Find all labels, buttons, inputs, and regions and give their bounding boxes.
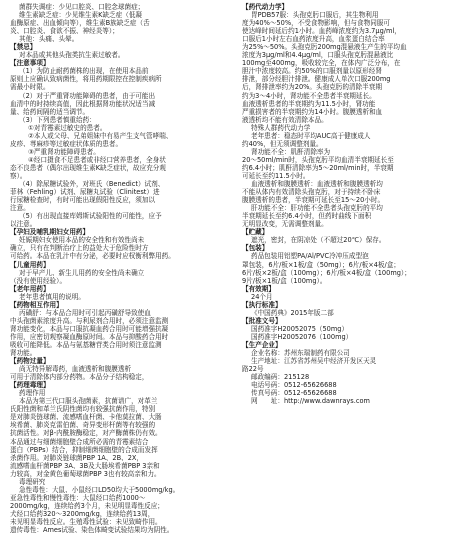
text-line: 罩包装，6片/板×1板/盒（50mg）；6片/板×4板/盒； (242, 260, 400, 269)
text-line: 埃希菌、肺炎克雷伯菌、奇异变形杆菌等有较强的 (10, 421, 156, 430)
text-line: 肝功能不全：肝功能不全患者头孢克肟的平均 (251, 204, 383, 213)
text-line: 传真号码：0512-65626688 (251, 389, 337, 398)
text-line: 约40%，但无须调整剂量。 (242, 139, 323, 148)
text-line: 犬经口给药320～3200mg/kg，连续给药13周， (10, 509, 155, 518)
text-line: 网 址：http://www.dawnrays.com (251, 397, 370, 406)
text-line: 本品为第三代口服头孢菌素，抗菌谱广，对革兰 (19, 397, 158, 406)
text-line: 老年患者：稳态时平均AUC高于健康成人 (251, 131, 371, 140)
section-heading: 【包装】 (242, 244, 269, 253)
text-line: 胆汁中浓度较高。约50%的口服剂量以原形经肾 (242, 67, 382, 76)
section-heading: 【生产企业】 (242, 340, 282, 349)
text-line: 无明显改变，无需调整剂量。 (242, 220, 328, 229)
text-line: 菲林（Fehling）试剂、尿糖丸试验（Clinitest）进 (10, 188, 160, 197)
text-line: 血液透析和腹膜透析：血液透析和腹膜透析均 (251, 180, 383, 189)
text-line: 电话号码：0512-65626688 (251, 381, 337, 390)
text-line: 急性毒性：大鼠、小鼠经口LD50均大于5000mg/kg。 (19, 485, 180, 494)
section-heading: 【药物过量】 (10, 357, 50, 366)
text-line: 约为3～4小时，肾功能不全患者半衰期延长。 (242, 91, 376, 100)
text-line: 路22号 (242, 365, 264, 374)
section-heading: 【孕妇及哺乳期妇女用药】 (10, 228, 90, 237)
text-line: 生产地址：江苏省苏州吴中经济开发区天灵 (251, 357, 377, 366)
text-line: 9片/板×1板/盒（100mg）。 (242, 276, 327, 285)
text-line: 血清中的时持续高值，因此根据肾功能状况适当减 (10, 99, 156, 108)
text-line: 注意。 (10, 204, 30, 213)
text-line: 企业名称：苏州东瑞制药有限公司 (251, 349, 350, 358)
text-line: （没有使用经验）。 (10, 276, 67, 285)
text-line: 特殊人群药代动力学 (251, 123, 311, 132)
text-line: （2）对于严重肾功能障碍的患者，由于可能出 (19, 91, 156, 100)
text-line: 对本品或其他头孢类抗生素过敏者。 (19, 51, 125, 60)
section-heading: 【药物相互作用】 (10, 300, 63, 309)
text-line: 液透析均不能有效清除本品。 (242, 115, 328, 124)
text-line: 原则上应确认致病菌性，将用药期限控在控制疾病所 (10, 75, 162, 84)
left-column (10, 3, 234, 534)
section-heading: 【禁忌】 (10, 43, 37, 52)
text-line: 作用，应密切观察凝血酶原时间。本品与抑酸药合用时 (10, 332, 169, 341)
text-line: 维生素缺乏症：少见维生素K缺乏症（低凝 (19, 11, 143, 20)
text-line: 未见明显毒性反应。生殖毒性试验：未见致畸作用。 (10, 518, 162, 526)
section-heading: 【儿童用药】 (10, 260, 50, 269)
text-line: 肾功能不全：肌酐清除率为 (251, 147, 331, 156)
text-line: 约6.4小时；肌酐清除率为5～20ml/min时，半衰期 (242, 163, 394, 172)
text-line: 力较高，对金黄色葡萄球菌PBP 3也有较高亲和力。 (10, 469, 161, 478)
text-line: 中头孢菌素浓度升高。与利尿剂合用时，必须注意监测 (10, 316, 169, 325)
text-line: 使达峰时间延后约1小时。血药峰浓度约为3.7μg/ml， (242, 27, 401, 36)
text-line: 后，肾排泄率约为20%。头孢克肟的清除半衰期 (242, 83, 382, 92)
text-line: 为25%～50%。头孢克肟200mg混悬液生产生的平均血 (242, 43, 407, 52)
text-line: 血液透析患者的半衰期约为11.5小时，肾功能 (242, 99, 376, 108)
text-line: 流感嗜血杆菌PBP 3A、3B及大肠埃希菌PBP 3亲和 (10, 461, 160, 470)
text-line: 可延长至约11.5小时。 (242, 171, 310, 180)
section-heading: 【药代动力学】 (242, 3, 289, 11)
text-line: 药品包装用铝塑PA/Al/PVC冷冲压成型泡 (251, 252, 369, 261)
text-line: （3）下列患者慎重给药： (19, 115, 96, 124)
section-heading: 【批准文号】 (242, 316, 282, 325)
text-line: 胃PDB57服：头孢克肟口服后，其生物利用 (251, 11, 379, 20)
section-heading: 【贮藏】 (242, 228, 269, 237)
text-line: ①对青霉素过敏史的患者。 (28, 123, 107, 132)
text-line: （5）有出现直接库姆斯试验阳性的可能性，应予 (19, 212, 162, 221)
text-line: 妊娠期妇女使用本品的安全性和有效性尚未 (19, 236, 145, 245)
text-line: 血酶原症、出血倾向等），维生素B族缺乏症（舌 (10, 19, 150, 28)
section-heading: 【药理毒理】 (10, 381, 50, 390)
text-line: 态不良患者（偶尔出现维生素K缺乏症状，故应充分观 (10, 163, 166, 172)
section-heading: 【执行标准】 (242, 300, 282, 309)
text-line: 口服后1小时左右血药浓度升高，血浆蛋白结合率 (242, 35, 385, 44)
text-line: 不能从体内有效清除头孢克肟，对于持续不卧床 (242, 188, 381, 197)
text-line: 2000mg/kg，连续给药3个月，未见明显毒性反应； (10, 501, 164, 510)
text-line: （4）除尿糖试验外，对班氏（Benedict）试剂、 (19, 180, 165, 189)
text-line: 对于早产儿、新生儿用药的安全性尚未确立 (19, 268, 145, 277)
text-line: 肾功能。 (10, 349, 37, 358)
text-line: 半衰期延长至约6.4小时，但药时曲线下面积 (242, 212, 372, 221)
text-line: ④经口摄食不足患者或非经口营养患者，全身状 (28, 155, 166, 164)
section-heading: 【老年用药】 (10, 284, 50, 293)
text-line: 排泄，部分经胆汁排泄。健康成人单次口服200mg (242, 75, 391, 84)
text-line: 抗菌活性。对β-内酰胺酶稳定，对产酶菌株仍有效。 (10, 429, 162, 438)
text-line: 可用于清除体内部分药物。本品分子结构稳定， (10, 373, 149, 382)
text-line: 腹膜透析的患者，半衰期可延长至15～20小时。 (242, 196, 385, 205)
text-line: 需最小时限。 (10, 83, 50, 92)
text-line: 邮政编码：215128 (251, 373, 310, 382)
text-line: 24个月 (251, 292, 273, 301)
section-heading: 【注意事项】 (10, 59, 50, 68)
text-line: 察）。 (10, 171, 27, 180)
text-line: 6片/板×2板/盒（100mg）；6片/板×4板/盒（100mg）； (242, 268, 411, 277)
text-line: 吸收可能降低。本品与氨基糖苷类合用时须注意监测 (10, 340, 162, 349)
text-line: 遮光，密封，在阴凉处（不超过20℃）保存。 (251, 236, 386, 245)
text-line: 老年患者慎用的说明。 (19, 292, 85, 301)
text-line: 杀菌作用。对肺炎链球菌PBP 1A、2B、2X， (10, 453, 144, 462)
text-line: 确立，只有在判断治疗上的益处大于危险性时方 (10, 244, 149, 253)
text-line: 氏阳性菌和革兰氏阴性菌均有较强抗菌作用，特别 (10, 405, 156, 414)
text-line: ②本人或父母、兄弟姐妹中有易产生支气管哮喘、 (28, 131, 173, 140)
text-line: 国药准字H20052075（50mg） (251, 324, 349, 333)
text-line: 国药准字H20052076（100mg） (251, 332, 353, 341)
text-line: 度为40%～50%，不受食物影响，但与食物同服可 (242, 19, 390, 28)
text-line: 100mg至400mg，吸收较完全，在体内广泛分布，在 (242, 59, 401, 68)
text-line: ③严重肾功能障碍患者。 (28, 147, 100, 156)
text-line: 尚无特异解毒药，血液透析和腹膜透析 (19, 365, 132, 374)
text-line: 浓度为3μg/ml和4.4μg/ml，口服头孢克肟混悬液比 (242, 51, 394, 60)
text-line: 毒理研究 (19, 477, 46, 486)
text-line: （1）为防止耐药菌株的出现，在使用本品前 (19, 67, 149, 76)
text-line: 量、给药间隔的适当调节。 (10, 107, 90, 116)
text-line: 是对肺炎链球菌、流感嗜血杆菌、卡他莫拉菌、大肠 (10, 413, 162, 422)
text-line: 《中国药典》2015年版二部 (251, 308, 334, 317)
text-line: 其他：头痛、头晕。 (19, 35, 79, 44)
text-line: 菌群失调症：少见口腔炎、口腔念球菌症； (19, 3, 145, 11)
text-line: 20～50ml/min时，头孢克肟平均血清半衰期延长至 (242, 155, 394, 164)
text-line: 药理作用 (19, 389, 46, 398)
text-line: 遗传毒性：Ames试验、染色体畸变试验结果均为阴性。 (10, 526, 174, 534)
text-line: 蛋白（PBPs）结合，抑制细菌细胞壁的合成而发挥 (10, 445, 158, 454)
section-heading: 【有效期】 (242, 284, 275, 293)
text-line: 以注意。 (10, 220, 37, 229)
right-column (242, 3, 466, 472)
text-line: 行尿糖检查时，有时可能出现假阳性反应，须加以 (10, 196, 156, 205)
text-line: 炎、口腔炎、食欲不振、神经炎等）； (10, 27, 119, 36)
text-line: 皮疹、荨麻疹等过敏症状体质的患者。 (10, 139, 123, 148)
text-line: 肾功能变化，本品与口服抗凝血药合用时可能增强抗凝 (10, 324, 169, 333)
text-line: 可给药。本品在乳汁中有分泌，必要时应权衡利弊用药。 (10, 252, 175, 261)
text-line: 本品通过与细菌细胞壁合成所必需的青霉素结合 (10, 437, 149, 446)
text-line: 丙磺舒：与本品合用时可引起丙磺舒导致使血 (19, 308, 151, 317)
text-line: 亚急性毒性和慢性毒性：大鼠经口给药1000～ (10, 493, 146, 502)
text-line: 严重损害者的半衰期约为14小时。腹膜透析和血 (242, 107, 383, 116)
